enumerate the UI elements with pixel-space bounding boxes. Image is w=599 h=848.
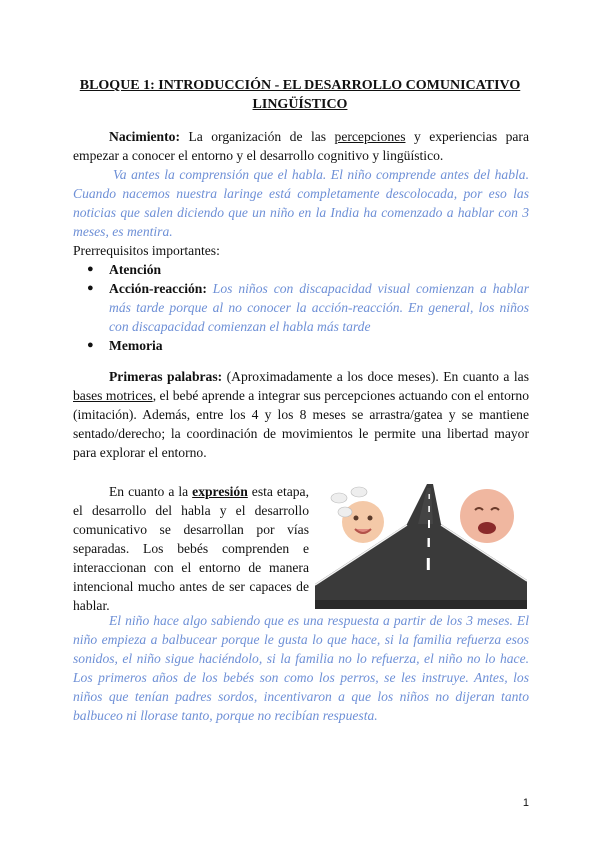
- paragraph-text: En cuanto a la: [109, 484, 193, 499]
- road-split-illustration: [315, 484, 527, 609]
- page-number: 1: [522, 797, 529, 809]
- paragraph-primeras-palabras: [73, 367, 529, 462]
- paragraph-text: La organización de las: [179, 129, 335, 144]
- paragraph-text: y experiencias para empezar a conocer el entorno y el desarrollo cognitivo y lingüístico.: [73, 129, 529, 163]
- list-item-label: Memoria: [109, 338, 163, 353]
- annotation-text: El niño hace algo sabiendo que es una respuesta a partir de los 3 meses. El niño empieza a balbucear porque le gusta lo que hace, si la familia refuerza esos sonidos, el niño sigue haciéndolo, si la familia no lo refuerza, el niño no lo hace. Los primeros años de los bebés son como los perros, se les instruye. Antes, los niños que tenían padres sordos, incentivaron a que los niños no dijeran tanto balbuceo ni llorase tanto, porque no recibían respuesta.: [73, 613, 529, 723]
- annotation-note-1: Va antes la comprensión que el habla. El niño comprende antes del habla. Cuando nacemos nuestra laringe está completamente descolocada, por eso las noticias que salen diciendo que un niño en la India ha comenzado a hablar con 3 meses, es mentira.: [73, 167, 529, 239]
- title-line-2: LINGÜÍSTICO: [252, 97, 348, 112]
- label-primeras-palabras: Primeras palabras:: [109, 369, 223, 384]
- label-nacimiento: Nacimiento:: [109, 129, 180, 144]
- main-text: [73, 127, 529, 462]
- prerequisites-list: [73, 260, 529, 355]
- underlined-term: bases motrices: [73, 388, 153, 403]
- bullet-icon: ●: [87, 339, 94, 351]
- list-item: [87, 260, 529, 279]
- paragraph-text: esta etapa, el desarrollo del habla y el desarrollo comunicativo se desarrollan por vías separadas. Los bebés comprenden e interaccionan con el entorno de manera intencional mucho antes de ser capaces de hablar.: [73, 484, 309, 613]
- list-item-note: Los niños con discapacidad visual comienzan a hablar más tarde porque al no conocer la acción-reacción. En general, los niños con discapacidad comienzan el habla más tarde: [109, 281, 529, 334]
- paragraph-nacimiento: [73, 127, 529, 165]
- paragraph-text: (Aproximadamente a los doce meses). En cuanto a las: [222, 369, 529, 384]
- annotation-note-2: [73, 611, 529, 725]
- crying-baby-icon: [460, 489, 514, 543]
- list-item: [87, 279, 529, 336]
- list-item-label: Atención: [109, 262, 162, 277]
- paragraph-text: , el bebé aprende a integrar sus percepciones actuando con el entorno (imitación). Además, entre los 4 y los 8 meses se arrastra/gatea y se mantiene sentado/derecho; la coordinación de movimientos le permite una libertad mayor para explorar el entorno.: [73, 388, 529, 460]
- prerequisites-heading: Prerrequisitos importantes:: [73, 243, 220, 258]
- bullet-icon: ●: [87, 263, 94, 275]
- document-title: [60, 76, 540, 114]
- paragraph-expresion: [73, 482, 309, 615]
- bullet-icon: ●: [87, 282, 94, 294]
- title-line-1: BLOQUE 1: INTRODUCCIÓN - EL DESARROLLO COMUNICATIVO: [79, 78, 521, 93]
- list-item-label: Acción-reacción:: [109, 281, 207, 296]
- list-item: [87, 336, 529, 355]
- underlined-term: percepciones: [334, 129, 406, 144]
- underlined-term: expresión: [192, 484, 248, 499]
